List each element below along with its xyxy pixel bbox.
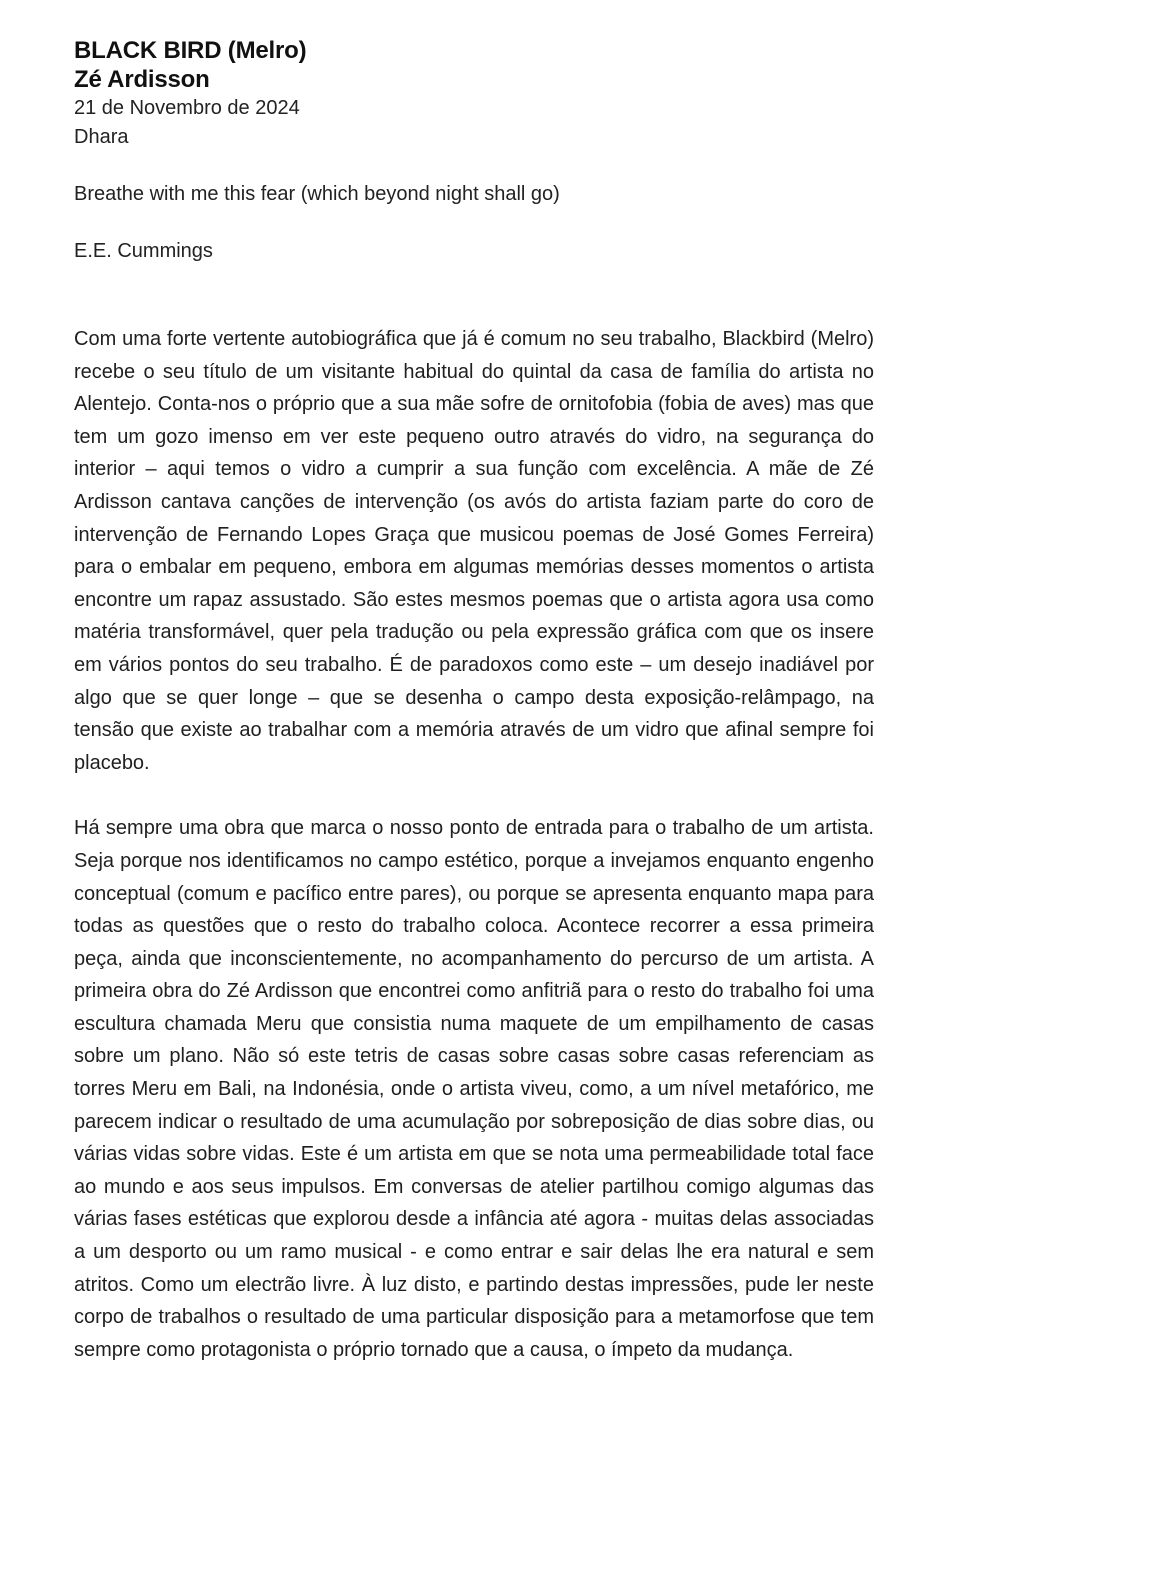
document-recipient: Dhara (74, 126, 129, 148)
document-page (74, 36, 874, 1366)
document-author: Zé Ardisson (74, 66, 210, 93)
epigraph (74, 180, 874, 266)
document-date: 21 de Novembro de 2024 (74, 97, 300, 119)
body-paragraph: Há sempre uma obra que marca o nosso ponto de entrada para o trabalho de um artista. Seja porque nos identificamos no campo estético, porque a invejamos enquanto engenho conceptual (comum e pacífico entre pares), ou porque se apresenta enquanto mapa para todas as questões que o resto do trabalho coloca. Acontece recorrer a essa primeira peça, ainda que inconscientemente, no acompanhamento do percurso de um artista. A primeira obra do Zé Ardisson que encontrei como anfitriã para o resto do trabalho foi uma escultura chamada Meru que consistia numa maquete de um empilhamento de casas sobre um plano. Não só este tetris de casas sobre casas sobre casas referenciam as torres Meru em Bali, na Indonésia, onde o artista viveu, como, a um nível metafórico, me parecem indicar o resultado de uma acumulação por sobreposição de dias sobre dias, ou várias vidas sobre vidas. Este é um artista em que se nota uma permeabilidade total face ao mundo e aos seus impulsos. Em conversas de atelier partilhou comigo algumas das várias fases estéticas que explorou desde a infância até agora - muitas delas associadas a um desporto ou um ramo musical - e como entrar e sair delas lhe era natural e sem atritos. Como um electrão livre. À luz disto, e partindo destas impressões, pude ler neste corpo de trabalhos o resultado de uma particular disposição para a metamorfose que tem sempre como protagonista o próprio tornado que a causa, o ímpeto da mudança. (74, 817, 874, 1361)
body-paragraph: Com uma forte vertente autobiográfica que já é comum no seu trabalho, Blackbird (Melro) recebe o seu título de um visitante habitual do quintal da casa de família do artista no Alentejo. Conta-nos o próprio que a sua mãe sofre de ornitofobia (fobia de aves) mas que tem um gozo imenso em ver este pequeno outro através do vidro, na segurança do interior – aqui temos o vidro a cumprir a sua função com excelência. A mãe de Zé Ardisson cantava canções de intervenção (os avós do artista faziam parte do coro de intervenção de Fernando Lopes Graça que musicou poemas de José Gomes Ferreira) para o embalar em pequeno, embora em algumas memórias desses momentos o artista encontre um rapaz assustado. São estes mesmos poemas que o artista agora usa como matéria transformável, quer pela tradução ou pela expressão gráfica com que os insere em vários pontos do seu trabalho. É de paradoxos como este – um desejo inadiável por algo que se quer longe – que se desenha o campo desta exposição-relâmpago, na tensão que existe ao trabalhar com a memória através de um vidro que afinal sempre foi placebo. (74, 328, 874, 774)
epigraph-attribution: E.E. Cummings (74, 240, 213, 262)
document-body (74, 323, 874, 1366)
epigraph-quote: Breathe with me this fear (which beyond night shall go) (74, 183, 560, 205)
document-title: BLACK BIRD (Melro) (74, 37, 307, 64)
document-header (74, 36, 874, 152)
